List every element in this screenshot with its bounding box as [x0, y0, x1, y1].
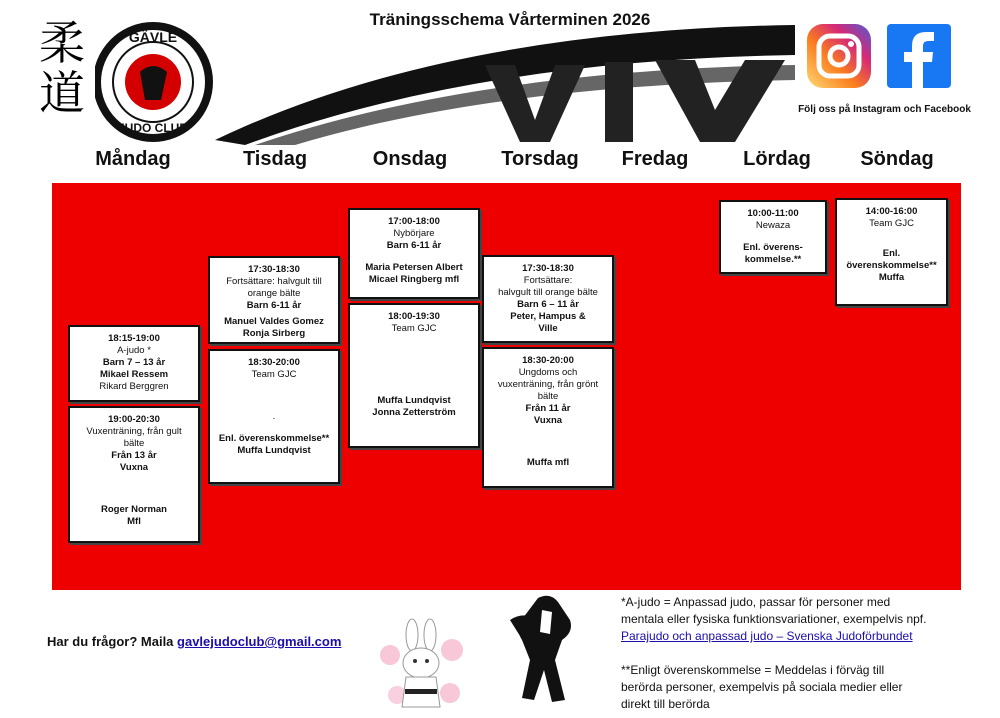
logo-text-top: GÄVLE: [128, 29, 178, 45]
page-title: Träningsschema Vårterminen 2026: [369, 10, 651, 29]
contact-email-link[interactable]: gavlejudoclub@gmail.com: [177, 634, 342, 649]
session-tuesday-team-gjc: 18:30-20:00 Team GJC . Enl. överenskommelse** Muffa Lundqvist: [208, 349, 340, 484]
note-agreement-line1: **Enligt överenskommelse = Meddelas i förväg till: [621, 663, 885, 677]
judo-kanji: [32, 18, 92, 118]
note-a-judo-line1: *A-judo = Anpassad judo, passar för personer med: [621, 595, 891, 609]
session-monday-adults: 19:00-20:30 Vuxenträning, från gult bälte Från 13 år Vuxna Roger Norman Mfl: [68, 406, 200, 543]
banner-letter-i: [605, 62, 633, 142]
social-links: [805, 22, 955, 97]
follow-us-text: Följ oss på Instagram och Facebook: [798, 104, 971, 115]
kanji-do: 道: [39, 66, 85, 120]
contact-prefix: Har du frågor? Maila: [47, 634, 178, 649]
day-monday: Måndag: [95, 148, 171, 170]
session-wednesday-team-gjc: 18:00-19:30 Team GJC Muffa Lundqvist Jonna Zetterström: [348, 303, 480, 448]
day-tuesday: Tisdag: [242, 148, 308, 170]
bunny-illustration: [372, 615, 472, 715]
banner-letter-v: [485, 65, 585, 142]
note-agreement-line2: berörda personer, exempelvis på sociala medier eller: [621, 680, 903, 694]
parajudo-link[interactable]: Parajudo och anpassad judo – Svenska Judoförbundet: [621, 629, 913, 643]
note-agreement-line3: direkt till berörda: [621, 697, 710, 711]
instagram-icon[interactable]: [807, 24, 871, 88]
kanji-ju: 柔: [39, 16, 85, 70]
judo-throw-illustration: [500, 590, 585, 715]
facebook-icon[interactable]: [887, 24, 951, 88]
logo-text-bottom: JUDO CLUB: [117, 121, 189, 135]
day-wednesday: Onsdag: [372, 148, 448, 170]
day-thursday: Torsdag: [501, 148, 579, 170]
session-monday-a-judo: 18:15-19:00 A-judo * Barn 7 – 13 år Mikael Ressem Rikard Berggren: [68, 325, 200, 402]
footnotes: [621, 594, 961, 713]
session-wednesday-beginners: 17:00-18:00 Nybörjare Barn 6-11 år Maria Petersen Albert Micael Ringberg mfl: [348, 208, 480, 299]
day-sunday: Söndag: [860, 148, 934, 170]
session-sunday-team-gjc: 14:00-16:00 Team GJC Enl. överenskommelse** Muffa: [835, 198, 948, 306]
session-thursday-youth-adults: 18:30-20:00 Ungdoms och vuxenträning, från grönt bälte Från 11 år Vuxna Muffa mfl: [482, 347, 614, 488]
club-banner-logo: [95, 20, 795, 145]
session-tuesday-continuers: 17:30-18:30 Fortsättare: halvgult till orange bälte Barn 6-11 år Manuel Valdes Gomez Ronja Sirberg: [208, 256, 340, 344]
note-a-judo-line2: mentala eller fysiska funktionsvariationer, exempelvis npf.: [621, 612, 927, 626]
day-saturday: Lördag: [743, 148, 811, 170]
session-thursday-continuers: 17:30-18:30 Fortsättare: halvgult till orange bälte Barn 6 – 11 år Peter, Hampus & Ville: [482, 255, 614, 343]
contact-line: [47, 634, 341, 649]
day-friday: Fredag: [621, 148, 689, 170]
session-saturday-newaza: 10:00-11:00 Newaza Enl. överens- kommelse.**: [719, 200, 827, 274]
